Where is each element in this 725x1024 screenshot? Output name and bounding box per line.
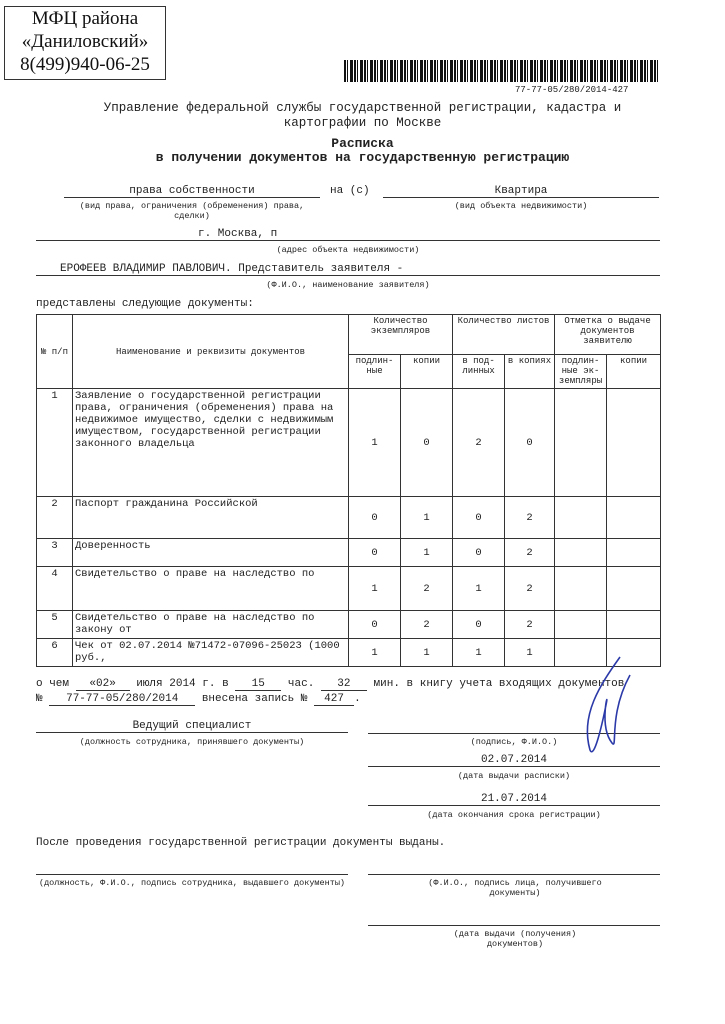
record-rest: мин. в книгу учета входящих документов [373,678,625,690]
record-hour-label: час. [287,678,315,690]
record-dot: . [354,693,361,705]
row-orig: 1 [349,567,401,611]
registration-number: 77-77-05/280/2014-427 [515,85,629,95]
table-row [37,611,661,639]
subheader-in-orig: в под-линных [453,355,505,389]
row-name: Чек от 02.07.2014 №71472-07096-25023 (1000 руб., [73,639,349,667]
record-num-label: № [36,693,43,705]
record-prefix: о чем [36,678,70,690]
header-sheets: Количество листов [453,315,555,355]
address-value: г. Москва, п [36,228,660,241]
stamp-line-3: 8(499)940-06-25 [20,54,150,75]
header-mark: Отметка о выдаче документов заявителю [555,315,661,355]
caption-end-date: (дата окончания срока регистрации) [427,810,601,820]
row-name: Свидетельство о праве на наследство по закону от [73,611,349,639]
object-type: Квартира [383,185,659,198]
row-name: Паспорт гражданина Российской [73,497,349,539]
official-position: Ведущий специалист [36,720,348,733]
caption-official-position: (должность сотрудника, принявшего документы) [79,737,305,747]
caption-receipt-date: (дата выдачи (получения) документов) [453,929,577,949]
table-header-row [37,315,661,355]
row-sheets-orig: 0 [453,539,505,567]
record-minute: 32 [321,678,367,691]
row-mark-copy [607,611,661,639]
table-row [37,389,661,497]
subheader-in-copy: в копиях [505,355,555,389]
agency-header [0,101,725,131]
record-month-year: июля 2014 [136,678,196,690]
row-copy: 1 [401,539,453,567]
subheader-mark-orig: подлин-ные эк-земпляры [555,355,607,389]
row-number: 4 [37,567,73,611]
agency-line-2: картографии по Москве [283,116,442,130]
mfc-stamp [4,6,166,80]
row-copy: 1 [401,497,453,539]
row-orig: 0 [349,497,401,539]
row-sheets-orig: 1 [453,567,505,611]
row-orig: 0 [349,611,401,639]
stamp-line-2: «Даниловский» [21,31,149,52]
row-sheets-copy: 1 [505,639,555,667]
record-line-2 [36,693,361,706]
row-number: 3 [37,539,73,567]
presented-label: представлены следующие документы: [36,298,254,310]
record-entry: 427 [314,693,354,706]
row-mark-copy [607,567,661,611]
row-number: 6 [37,639,73,667]
caption-object-type: (вид объекта недвижимости) [454,201,588,211]
row-mark-copy [607,497,661,539]
row-copy: 2 [401,567,453,611]
row-number: 1 [37,389,73,497]
record-book-number: 77-77-05/280/2014 [49,693,195,706]
row-orig: 1 [349,639,401,667]
row-sheets-copy: 2 [505,539,555,567]
row-sheets-orig: 0 [453,611,505,639]
row-copy: 1 [401,639,453,667]
issue-date: 02.07.2014 [368,754,660,767]
row-mark-orig [555,611,607,639]
caption-issuer: (должность, Ф.И.О., подпись сотрудника, выдавшего документы) [38,878,346,888]
doc-subtitle: в получении документов на государственную регистрацию [155,150,570,165]
row-mark-copy [607,539,661,567]
right-type: права собственности [64,185,320,198]
row-name: Заявление о государственной регистрации права, ограничения (обременения) права на недвижимое имущество, сделки с недвижимым имуществом, государственной регистрации законного владельца [73,389,349,497]
row-orig: 1 [349,389,401,497]
subheader-copy: копии [401,355,453,389]
record-entry-label: внесена запись № [201,693,308,705]
row-mark-orig [555,567,607,611]
row-sheets-orig: 1 [453,639,505,667]
table-row [37,539,661,567]
row-sheets-copy: 0 [505,389,555,497]
row-name: Свидетельство о праве на наследство по [73,567,349,611]
row-sheets-copy: 2 [505,497,555,539]
record-hour: 15 [235,678,281,691]
stamp-line-1: МФЦ района [31,8,139,29]
caption-applicant: (Ф.И.О., наименование заявителя) [266,280,430,290]
row-name: Доверенность [73,539,349,567]
applicant-value: ЕРОФЕЕВ ВЛАДИМИР ПАВЛОВИЧ. Представитель заявителя - [36,263,660,276]
signature-scribble [560,655,640,765]
row-copy: 2 [401,611,453,639]
row-orig: 0 [349,539,401,567]
subheader-orig: подлин-ные [349,355,401,389]
agency-line-1: Управление федеральной службы государственной регистрации, кадастра и [103,101,622,115]
header-copies: Количество экземпляров [349,315,453,355]
doc-title: Расписка [331,136,394,151]
caption-issue-date: (дата выдачи расписки) [457,771,571,781]
row-mark-orig [555,497,607,539]
record-g-v: г. в [202,678,229,690]
row-sheets-orig: 0 [453,497,505,539]
barcode [344,60,659,82]
row-number: 2 [37,497,73,539]
row-copy: 0 [401,389,453,497]
right-on: на (с) [330,185,370,197]
table-row [37,567,661,611]
row-number: 5 [37,611,73,639]
row-mark-orig [555,389,607,497]
documents-table [36,314,661,667]
row-sheets-copy: 2 [505,611,555,639]
row-mark-orig [555,539,607,567]
caption-recipient: (Ф.И.О., подпись лица, получившего документы) [428,878,602,898]
receipt-date-line [368,913,660,926]
end-date: 21.07.2014 [368,793,660,806]
header-name: Наименование и реквизиты документов [73,315,349,389]
table-row [37,497,661,539]
row-sheets-orig: 2 [453,389,505,497]
caption-right-type: (вид права, ограничения (обременения) права, сделки) [79,201,305,221]
caption-signature: (подпись, Ф.И.О.) [470,737,558,747]
issuer-line [36,862,348,875]
record-day: «02» [76,678,130,691]
caption-address: (адрес объекта недвижимости) [276,245,420,255]
header-number: № п/п [37,315,73,389]
recipient-line [368,862,660,875]
subheader-mark-copy: копии [607,355,661,389]
after-registration-text: После проведения государственной регистрации документы выданы. [36,837,446,849]
row-mark-copy [607,389,661,497]
row-sheets-copy: 2 [505,567,555,611]
